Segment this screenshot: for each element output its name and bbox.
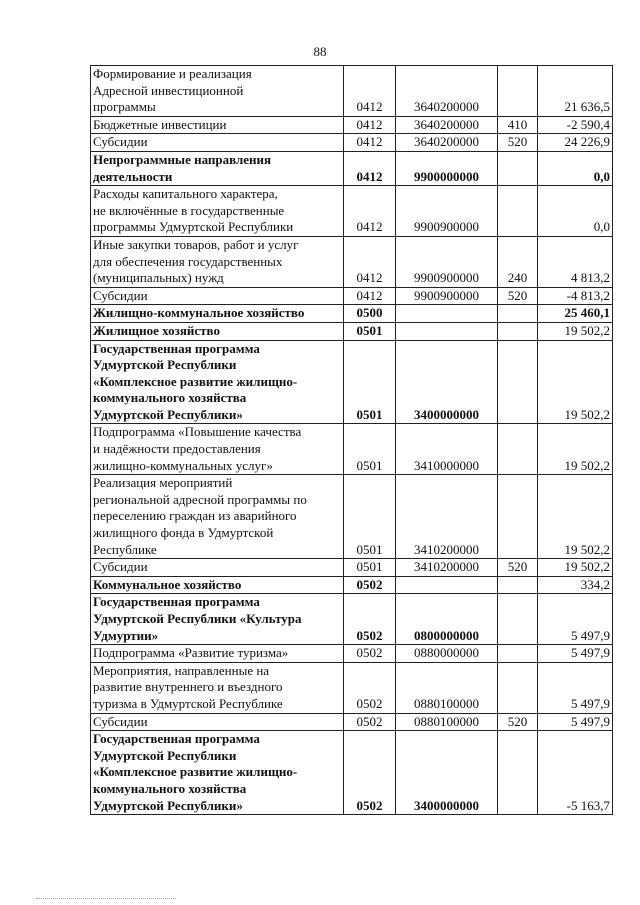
row-amount-cell: 334,2 xyxy=(538,576,613,594)
row-target-article-cell: 9900900000 xyxy=(396,186,498,237)
row-target-article-cell: 3410200000 xyxy=(396,559,498,577)
row-expense-type-cell xyxy=(498,186,538,237)
budget-table xyxy=(90,65,613,815)
row-section-cell: 0501 xyxy=(344,340,396,424)
row-target-article-cell: 0800000000 xyxy=(396,594,498,645)
table-row xyxy=(91,322,613,340)
row-section-cell: 0502 xyxy=(344,576,396,594)
table-row xyxy=(91,186,613,237)
row-name-cell: Государственная программа Удмуртской Республики «Культура Удмуртии» xyxy=(91,594,344,645)
row-target-article-cell: 9900900000 xyxy=(396,236,498,287)
table-row xyxy=(91,424,613,475)
row-amount-cell: 0,0 xyxy=(538,151,613,185)
row-expense-type-cell xyxy=(498,645,538,663)
table-row xyxy=(91,475,613,559)
table-row xyxy=(91,645,613,663)
row-section-cell: 0412 xyxy=(344,134,396,152)
row-name-cell: Субсидии xyxy=(91,559,344,577)
row-section-cell: 0501 xyxy=(344,322,396,340)
row-target-article-cell xyxy=(396,305,498,323)
scan-artifact xyxy=(36,898,176,901)
row-target-article-cell: 3400000000 xyxy=(396,731,498,815)
row-expense-type-cell: 520 xyxy=(498,287,538,305)
row-amount-cell: -4 813,2 xyxy=(538,287,613,305)
row-expense-type-cell: 520 xyxy=(498,134,538,152)
row-expense-type-cell xyxy=(498,66,538,117)
row-name-cell: Субсидии xyxy=(91,134,344,152)
table-row xyxy=(91,236,613,287)
table-row xyxy=(91,731,613,815)
table-row xyxy=(91,340,613,424)
row-name-cell: Подпрограмма «Развитие туризма» xyxy=(91,645,344,663)
row-amount-cell: 5 497,9 xyxy=(538,594,613,645)
row-section-cell: 0502 xyxy=(344,713,396,731)
row-amount-cell: 5 497,9 xyxy=(538,662,613,713)
table-row xyxy=(91,559,613,577)
row-amount-cell: -2 590,4 xyxy=(538,116,613,134)
row-expense-type-cell xyxy=(498,576,538,594)
row-target-article-cell: 9900000000 xyxy=(396,151,498,185)
row-target-article-cell: 3640200000 xyxy=(396,66,498,117)
row-amount-cell: 24 226,9 xyxy=(538,134,613,152)
row-expense-type-cell xyxy=(498,662,538,713)
row-section-cell: 0502 xyxy=(344,662,396,713)
table-row xyxy=(91,116,613,134)
row-name-cell: Государственная программа Удмуртской Республики «Комплексное развитие жилищно- коммунального хозяйства Удмуртской Республики» xyxy=(91,731,344,815)
row-expense-type-cell xyxy=(498,322,538,340)
row-expense-type-cell xyxy=(498,305,538,323)
row-amount-cell: 4 813,2 xyxy=(538,236,613,287)
row-target-article-cell: 0880000000 xyxy=(396,645,498,663)
row-expense-type-cell xyxy=(498,731,538,815)
row-amount-cell: 25 460,1 xyxy=(538,305,613,323)
row-target-article-cell: 3640200000 xyxy=(396,116,498,134)
row-name-cell: Мероприятия, направленные на развитие внутреннего и въездного туризма в Удмуртской Республике xyxy=(91,662,344,713)
row-name-cell: Субсидии xyxy=(91,713,344,731)
row-amount-cell: 19 502,2 xyxy=(538,475,613,559)
row-section-cell: 0500 xyxy=(344,305,396,323)
row-amount-cell: 5 497,9 xyxy=(538,713,613,731)
table-row xyxy=(91,287,613,305)
row-target-article-cell: 9900900000 xyxy=(396,287,498,305)
row-expense-type-cell: 520 xyxy=(498,559,538,577)
row-section-cell: 0412 xyxy=(344,186,396,237)
row-name-cell: Государственная программа Удмуртской Республики «Комплексное развитие жилищно- коммунального хозяйства Удмуртской Республики» xyxy=(91,340,344,424)
row-amount-cell: 5 497,9 xyxy=(538,645,613,663)
table-row xyxy=(91,66,613,117)
table-row xyxy=(91,305,613,323)
row-name-cell: Расходы капитального характера, не включённые в государственные программы Удмуртской Республики xyxy=(91,186,344,237)
row-amount-cell: 21 636,5 xyxy=(538,66,613,117)
row-name-cell: Коммунальное хозяйство xyxy=(91,576,344,594)
row-section-cell: 0502 xyxy=(344,594,396,645)
row-expense-type-cell: 520 xyxy=(498,713,538,731)
row-target-article-cell: 3410200000 xyxy=(396,475,498,559)
row-amount-cell: 0,0 xyxy=(538,186,613,237)
row-target-article-cell: 3640200000 xyxy=(396,134,498,152)
row-section-cell: 0412 xyxy=(344,151,396,185)
row-section-cell: 0412 xyxy=(344,116,396,134)
row-amount-cell: -5 163,7 xyxy=(538,731,613,815)
row-name-cell: Бюджетные инвестиции xyxy=(91,116,344,134)
page-number: 88 xyxy=(313,44,327,59)
row-amount-cell: 19 502,2 xyxy=(538,424,613,475)
row-target-article-cell xyxy=(396,576,498,594)
row-target-article-cell: 3410000000 xyxy=(396,424,498,475)
row-expense-type-cell xyxy=(498,475,538,559)
row-section-cell: 0501 xyxy=(344,559,396,577)
row-name-cell: Иные закупки товаров, работ и услуг для обеспечения государственных (муниципальных) нужд xyxy=(91,236,344,287)
row-expense-type-cell: 240 xyxy=(498,236,538,287)
row-target-article-cell: 0880100000 xyxy=(396,713,498,731)
row-amount-cell: 19 502,2 xyxy=(538,559,613,577)
row-expense-type-cell: 410 xyxy=(498,116,538,134)
row-name-cell: Жилищное хозяйство xyxy=(91,322,344,340)
row-name-cell: Жилищно-коммунальное хозяйство xyxy=(91,305,344,323)
row-amount-cell: 19 502,2 xyxy=(538,322,613,340)
row-expense-type-cell xyxy=(498,424,538,475)
table-row xyxy=(91,151,613,185)
row-expense-type-cell xyxy=(498,151,538,185)
budget-table-body xyxy=(91,66,613,815)
row-target-article-cell: 3400000000 xyxy=(396,340,498,424)
row-name-cell: Реализация мероприятий региональной адресной программы по переселению граждан из аварийного жилищного фонда в Удмуртской Республике xyxy=(91,475,344,559)
table-row xyxy=(91,134,613,152)
row-amount-cell: 19 502,2 xyxy=(538,340,613,424)
table-row xyxy=(91,594,613,645)
row-section-cell: 0502 xyxy=(344,645,396,663)
row-name-cell: Непрограммные направления деятельности xyxy=(91,151,344,185)
row-name-cell: Формирование и реализация Адресной инвестиционной программы xyxy=(91,66,344,117)
row-name-cell: Субсидии xyxy=(91,287,344,305)
table-row xyxy=(91,713,613,731)
table-row xyxy=(91,662,613,713)
row-target-article-cell xyxy=(396,322,498,340)
row-section-cell: 0412 xyxy=(344,287,396,305)
row-section-cell: 0412 xyxy=(344,66,396,117)
row-expense-type-cell xyxy=(498,594,538,645)
row-name-cell: Подпрограмма «Повышение качества и надёжности предоставления жилищно-коммунальных услуг» xyxy=(91,424,344,475)
row-target-article-cell: 0880100000 xyxy=(396,662,498,713)
row-section-cell: 0501 xyxy=(344,475,396,559)
row-section-cell: 0501 xyxy=(344,424,396,475)
row-section-cell: 0412 xyxy=(344,236,396,287)
row-expense-type-cell xyxy=(498,340,538,424)
table-row xyxy=(91,576,613,594)
row-section-cell: 0502 xyxy=(344,731,396,815)
